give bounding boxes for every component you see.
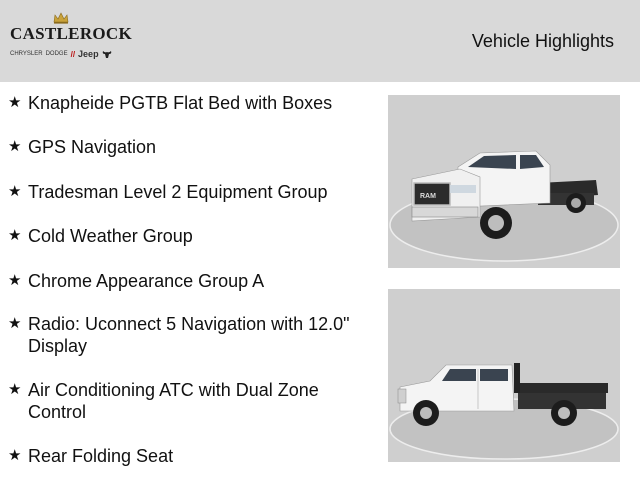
dodge-stripes-icon: // bbox=[70, 49, 76, 59]
feature-item bbox=[8, 181, 378, 225]
star-icon: ★ bbox=[8, 183, 22, 200]
jeep-wordmark: Jeep bbox=[78, 49, 99, 59]
feature-text: Radio: Uconnect 5 Navigation with 12.0" Display bbox=[28, 314, 350, 356]
feature-text: Chrome Appearance Group A bbox=[28, 271, 265, 291]
star-icon: ★ bbox=[8, 447, 22, 464]
feature-item bbox=[8, 379, 378, 445]
feature-list bbox=[8, 92, 378, 469]
truck-photo-front[interactable] bbox=[388, 95, 620, 268]
dodge-wordmark: DODGE bbox=[45, 51, 68, 57]
truck-photo bbox=[388, 289, 620, 462]
svg-text:RAM: RAM bbox=[420, 193, 436, 200]
feature-text: GPS Navigation bbox=[28, 137, 157, 157]
star-icon: ★ bbox=[8, 272, 22, 289]
star-icon: ★ bbox=[8, 315, 22, 332]
truck-photo-side[interactable] bbox=[388, 289, 620, 462]
star-icon: ★ bbox=[8, 138, 22, 155]
page-title: Vehicle Highlights bbox=[471, 31, 614, 51]
feature-item bbox=[8, 445, 378, 469]
truck-photo bbox=[388, 95, 620, 268]
feature-item bbox=[8, 136, 378, 181]
feature-item bbox=[8, 225, 378, 270]
brand-logos bbox=[10, 48, 112, 60]
feature-text: Knapheide PGTB Flat Bed with Boxes bbox=[28, 93, 333, 113]
star-icon: ★ bbox=[8, 94, 22, 111]
feature-item bbox=[8, 92, 378, 136]
star-icon: ★ bbox=[8, 227, 22, 244]
ram-head-icon bbox=[102, 49, 112, 59]
crown-icon bbox=[53, 12, 69, 24]
chrysler-wordmark: CHRYSLER bbox=[10, 51, 43, 57]
star-icon: ★ bbox=[8, 381, 22, 398]
feature-text: Air Conditioning ATC with Dual Zone Control bbox=[28, 380, 319, 422]
feature-text: Cold Weather Group bbox=[28, 226, 193, 246]
header bbox=[0, 0, 640, 82]
dealer-logo[interactable] bbox=[10, 12, 133, 64]
feature-text: Tradesman Level 2 Equipment Group bbox=[28, 182, 328, 202]
feature-item bbox=[8, 270, 378, 313]
feature-item bbox=[8, 313, 378, 379]
dealer-name: CASTLEROCK bbox=[10, 24, 133, 43]
feature-text: Rear Folding Seat bbox=[28, 446, 174, 466]
